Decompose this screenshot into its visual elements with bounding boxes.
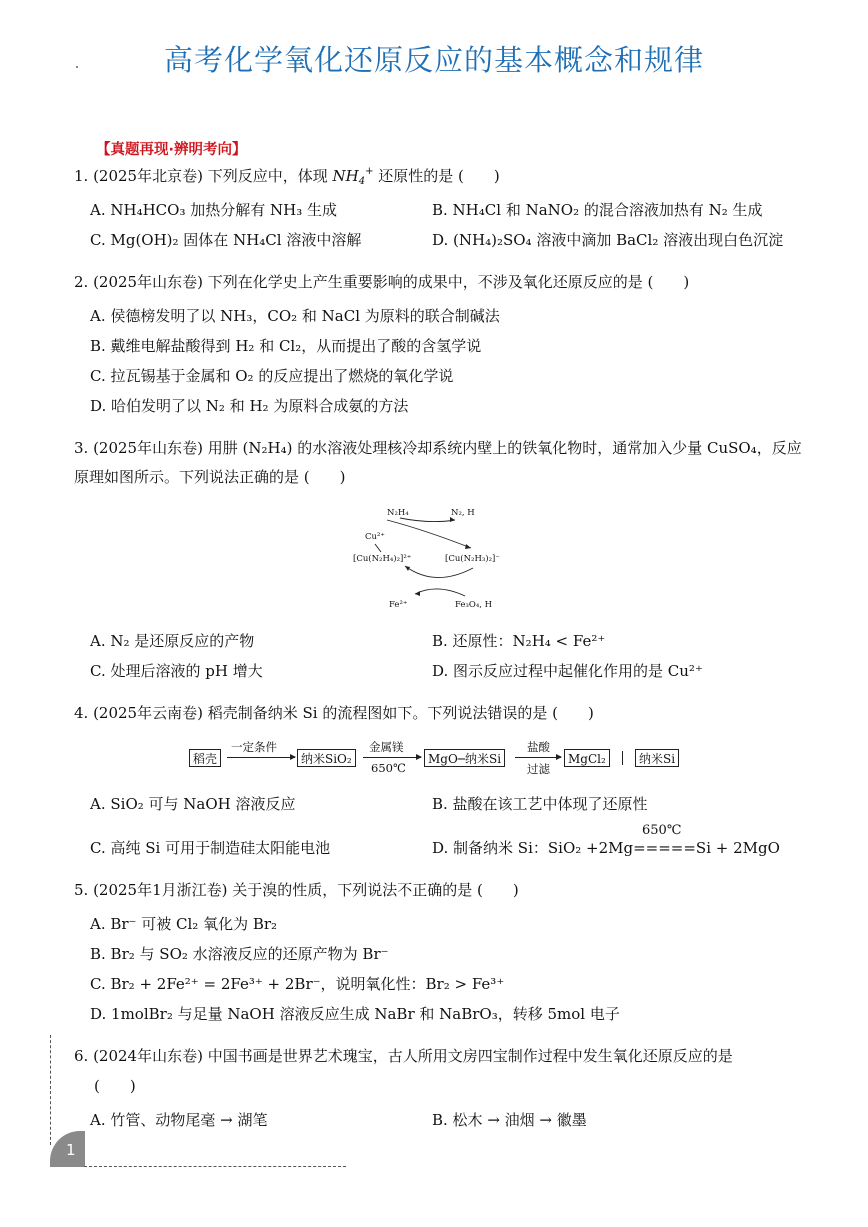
ion-superscript: + bbox=[365, 166, 374, 177]
q4-option-c[interactable]: C. 高纯 Si 可用于制造硅太阳能电池 bbox=[90, 839, 331, 857]
flow-arrow-1-label: 一定条件 bbox=[231, 740, 277, 754]
flow-box-mgo-si: MgO─纳米Si bbox=[424, 749, 505, 767]
cu-input-arrow bbox=[375, 544, 381, 552]
flow-arrow-3-label-bottom: 过滤 bbox=[527, 762, 550, 776]
q2-option-c[interactable]: C. 拉瓦锡基于金属和 O₂ 的反应提出了燃烧的氧化学说 bbox=[90, 367, 454, 385]
q1-option-d[interactable]: D. (NH₄)₂SO₄ 溶液中滴加 BaCl₂ 溶液出现白色沉淀 bbox=[432, 231, 784, 249]
diagram-complex-right: [Cu(N₂H₃)₂]⁻ bbox=[445, 554, 500, 564]
flow-arrow-2 bbox=[363, 757, 421, 758]
question-1-stem-lead: 1. (2025年北京卷) 下列反应中，体现 bbox=[74, 167, 333, 185]
q1-option-c[interactable]: C. Mg(OH)₂ 固体在 NH₄Cl 溶液中溶解 bbox=[90, 231, 362, 249]
diagram-n2h: N₂, H bbox=[451, 508, 475, 518]
q2-option-a[interactable]: A. 侯德榜发明了以 NH₃，CO₂ 和 NaCl 为原料的联合制碱法 bbox=[90, 307, 500, 325]
section-heading: 【真题再现·辨明考向】 bbox=[96, 142, 247, 158]
diagram-fe3o4: Fe₃O₄, H bbox=[455, 600, 493, 610]
q5-option-a[interactable]: A. Br⁻ 可被 Cl₂ 氧化为 Br₂ bbox=[90, 915, 278, 933]
margin-dashed-line bbox=[50, 1035, 51, 1145]
flow-separator bbox=[622, 751, 623, 765]
flow-arrow-2-label-top: 金属镁 bbox=[369, 740, 404, 754]
q4-option-a[interactable]: A. SiO₂ 可与 NaOH 溶液反应 bbox=[90, 795, 296, 813]
fe-arrow bbox=[415, 589, 465, 596]
diagram-complex-left: [Cu(N₂H₄)₂]²⁺ bbox=[353, 554, 412, 564]
question-4-stem: 4. (2025年云南卷) 稻壳制备纳米 Si 的流程图如下。下列说法错误的是 ( ) bbox=[74, 704, 594, 722]
q1-option-b[interactable]: B. NH₄Cl 和 NaNO₂ 的混合溶液加热有 N₂ 生成 bbox=[432, 201, 763, 219]
q5-option-c[interactable]: C. Br₂ + 2Fe²⁺ = 2Fe³⁺ + 2Br⁻，说明氧化性：Br₂ > Fe³⁺ bbox=[90, 975, 505, 993]
q4-option-d-condition: 650℃ bbox=[642, 823, 682, 838]
flow-arrow-1 bbox=[227, 757, 295, 758]
flow-arrow-2-label-bottom: 650℃ bbox=[371, 761, 406, 775]
question-5-stem: 5. (2025年1月浙江卷) 关于溴的性质，下列说法不正确的是 ( ) bbox=[74, 881, 519, 899]
question-3-stem: 3. (2025年山东卷) 用肼 (N₂H₄) 的水溶液处理核冷却系统内壁上的铁氧化物时，通常加入少量 CuSO₄，反应原理如图所示。下列说法正确的是 ( ) bbox=[74, 439, 802, 486]
page-title: 高考化学氧化还原反应的基本概念和规律 bbox=[163, 43, 704, 77]
diagram-fe2: Fe²⁺ bbox=[389, 600, 408, 610]
q4-option-d[interactable]: D. 制备纳米 Si：SiO₂ +2Mg=====Si + 2MgO bbox=[432, 839, 780, 857]
q1-option-a[interactable]: A. NH₄HCO₃ 加热分解有 NH₃ 生成 bbox=[90, 201, 337, 219]
q2-option-d[interactable]: D. 哈伯发明了以 N₂ 和 H₂ 为原料合成氨的方法 bbox=[90, 397, 409, 415]
ion-subscript: 4 bbox=[358, 176, 366, 187]
q3-option-b[interactable]: B. 还原性：N₂H₄ < Fe²⁺ bbox=[432, 632, 606, 650]
q5-option-d[interactable]: D. 1molBr₂ 与足量 NaOH 溶液反应生成 NaBr 和 NaBrO₃，转移 5mol 电子 bbox=[90, 1005, 620, 1023]
arrowhead bbox=[405, 566, 410, 571]
flow-arrow-3-label-top: 盐酸 bbox=[527, 740, 550, 754]
flow-arrow-3 bbox=[515, 757, 561, 758]
question-1-stem-tail: 还原性的是 ( ) bbox=[373, 167, 500, 185]
process-flowchart bbox=[185, 737, 685, 779]
flow-box-mgcl2: MgCl₂ bbox=[564, 749, 610, 767]
page-number: 1 bbox=[66, 1141, 76, 1159]
cycle-arrow-top bbox=[387, 520, 471, 548]
q5-option-b[interactable]: B. Br₂ 与 SO₂ 水溶液反应的还原产物为 Br⁻ bbox=[90, 945, 389, 963]
diagram-cu2: Cu²⁺ bbox=[365, 532, 385, 542]
footer-dashed-line bbox=[84, 1166, 346, 1167]
q3-option-c[interactable]: C. 处理后溶液的 pH 增大 bbox=[90, 662, 263, 680]
arrowhead bbox=[465, 544, 471, 549]
n2-release-arrow bbox=[400, 518, 455, 522]
q2-option-b[interactable]: B. 戴维电解盐酸得到 H₂ 和 Cl₂，从而提出了酸的含氢学说 bbox=[90, 337, 482, 355]
diagram-n2h4: N₂H₄ bbox=[387, 508, 409, 518]
flow-box-rice-husk: 稻壳 bbox=[189, 749, 221, 767]
question-2-stem: 2. (2025年山东卷) 下列在化学史上产生重要影响的成果中，不涉及氧化还原反应的是 ( ) bbox=[74, 273, 690, 291]
question-1-stem-ion bbox=[333, 167, 374, 185]
question-6-stem-blank: ( ) bbox=[94, 1077, 136, 1095]
q3-option-a[interactable]: A. N₂ 是还原反应的产物 bbox=[90, 632, 255, 650]
q6-option-b[interactable]: B. 松木 → 油烟 → 徽墨 bbox=[432, 1111, 587, 1129]
cycle-arrow-bottom bbox=[405, 566, 473, 578]
q3-option-d[interactable]: D. 图示反应过程中起催化作用的是 Cu²⁺ bbox=[432, 662, 703, 680]
question-6-stem: 6. (2024年山东卷) 中国书画是世界艺术瑰宝，古人所用文房四宝制作过程中发生氧化还原反应的是 bbox=[74, 1047, 733, 1065]
q6-option-a[interactable]: A. 竹管、动物尾毫 → 湖笔 bbox=[90, 1111, 268, 1129]
ion-formula: NH bbox=[332, 167, 359, 185]
reaction-cycle-diagram bbox=[345, 498, 525, 616]
question-1-stem bbox=[74, 166, 500, 186]
flow-box-nano-sio2: 纳米SiO₂ bbox=[297, 749, 356, 767]
q4-option-b[interactable]: B. 盐酸在该工艺中体现了还原性 bbox=[432, 795, 648, 813]
flow-box-nano-si: 纳米Si bbox=[635, 749, 679, 767]
